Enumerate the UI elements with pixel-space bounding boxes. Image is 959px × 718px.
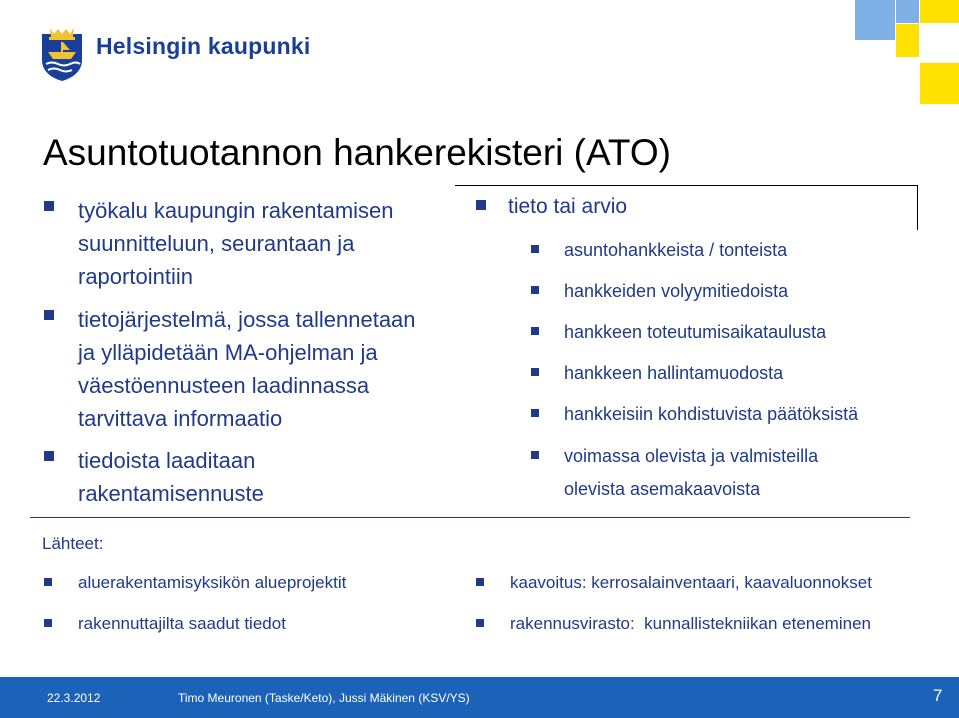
divider: [917, 185, 918, 230]
source-right-1: kaavoitus: kerrosalainventaari, kaavaluonnokset: [510, 573, 872, 592]
bullet: [476, 200, 486, 210]
bullet: [44, 578, 52, 586]
bullet: [531, 327, 539, 335]
divider: [455, 185, 918, 186]
bullet: [44, 310, 54, 320]
source-left-1: aluerakentamisyksikön alueprojektit: [78, 573, 347, 592]
brand-name: Helsingin kaupunki: [96, 33, 311, 59]
bullet: [531, 451, 539, 459]
page-title: Asuntotuotannon hankerekisteri (ATO): [43, 132, 671, 173]
left-bullet-1: työkalu kaupungin rakentamisen suunnitteluun, seurantaan ja raportointiin: [78, 198, 394, 289]
right-item: olevista asemakaavoista: [564, 479, 761, 499]
bullet: [476, 578, 484, 586]
bullet: [44, 201, 54, 211]
footer-date: 22.3.2012: [47, 691, 101, 705]
deco-square: [896, 24, 919, 57]
deco-square: [920, 0, 959, 23]
deco-square: [920, 63, 959, 104]
bullet: [531, 368, 539, 376]
bullet: [476, 619, 484, 627]
bullet: [44, 619, 52, 627]
left-bullet-2: tietojärjestelmä, jossa tallennetaan ja ylläpidetään MA-ohjelman ja väestöennusteen laadinnassa tarvittava informaatio: [78, 307, 416, 431]
right-item: hankkeen hallintamuodosta: [564, 363, 784, 383]
footer-authors: Timo Meuronen (Taske/Keto), Jussi Mäkinen (KSV/YS): [178, 691, 470, 705]
footer-bar: [0, 677, 959, 718]
divider: [30, 517, 910, 518]
deco-square: [896, 0, 919, 23]
bullet: [531, 245, 539, 253]
helsinki-crest-logo: [40, 26, 84, 82]
right-item: hankkeen toteutumisaikataulusta: [564, 322, 827, 342]
right-heading: tieto tai arvio: [508, 195, 628, 218]
right-item: asuntohankkeista / tonteista: [564, 240, 788, 260]
right-item: hankkeisiin kohdistuvista päätöksistä: [564, 404, 859, 424]
deco-square: [855, 0, 895, 40]
sources-label: Lähteet:: [42, 534, 104, 553]
bullet: [531, 409, 539, 417]
right-item: voimassa olevista ja valmisteilla: [564, 446, 819, 466]
left-bullet-3: tiedoista laaditaan rakentamisennuste: [78, 448, 264, 506]
source-right-2: rakennusvirasto: kunnallistekniikan eteneminen: [510, 614, 871, 633]
source-left-2: rakennuttajilta saadut tiedot: [78, 614, 286, 633]
right-item: hankkeiden volyymitiedoista: [564, 281, 789, 301]
page-number: 7: [933, 686, 943, 705]
bullet: [44, 451, 54, 461]
bullet: [531, 286, 539, 294]
